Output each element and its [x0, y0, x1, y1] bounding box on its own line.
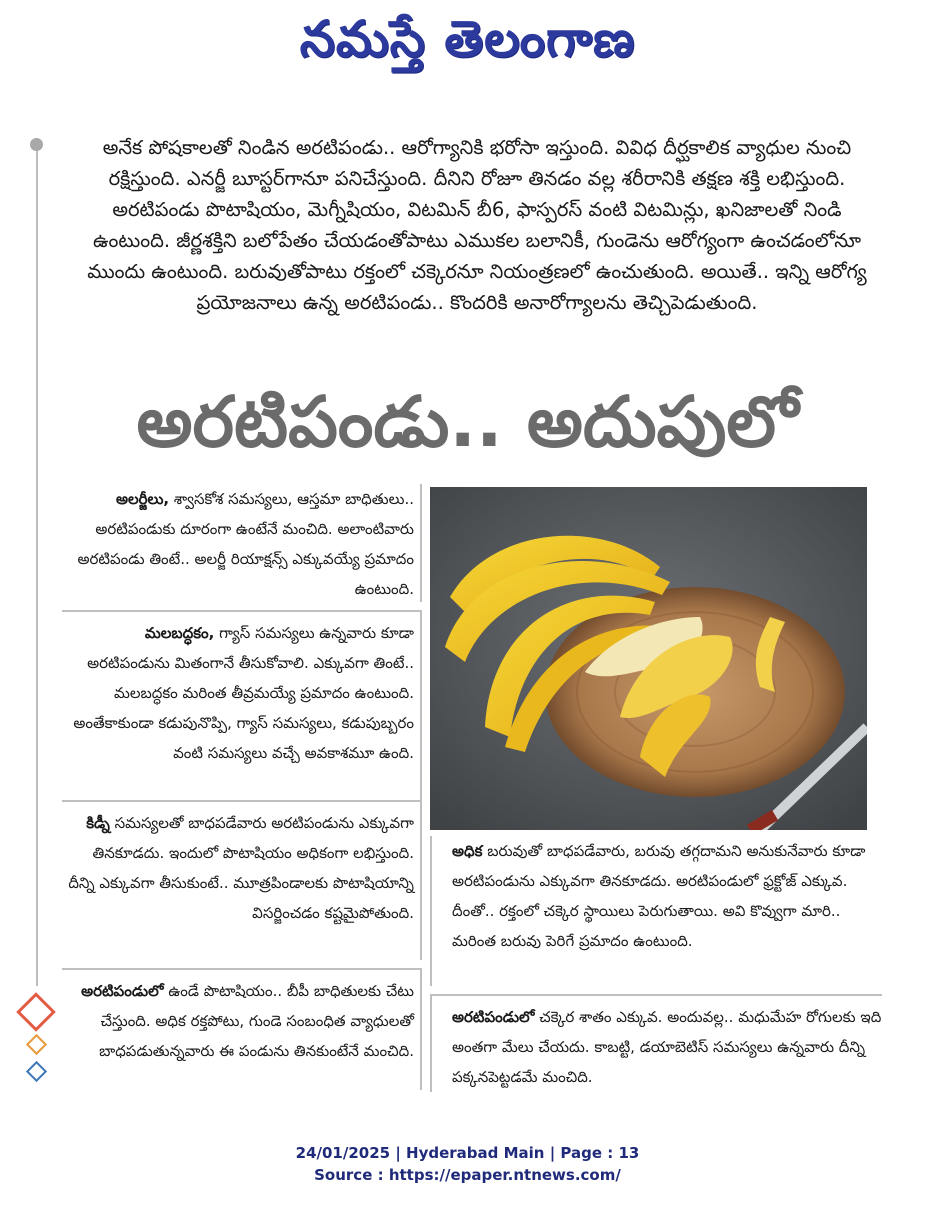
- masthead-title: నమస్తే తెలంగాణ: [299, 10, 636, 68]
- diamond-icon-red: [16, 992, 56, 1032]
- footer-date-line: 24/01/2025 | Hyderabad Main | Page : 13: [295, 1144, 640, 1162]
- section-kidney: [62, 800, 422, 960]
- footer-source-line: Source : https://epaper.ntnews.com/: [314, 1166, 621, 1184]
- section-body: శ్వాసకోశ సమస్యలు, ఆస్తమా బాధితులు.. అరటిపండుకు దూరంగా ఉంటేనే మంచిది. అలాంటివారు అరటిపండు తింటే.. అలర్జీ రియాక్షన్స్ ఎక్కువయ్యే ప్రమాదం ఉంటుంది.: [77, 490, 414, 598]
- section-diabetes: [430, 994, 882, 1092]
- section-lead: అధిక: [452, 842, 483, 860]
- section-weight: [430, 836, 882, 986]
- intro-paragraph: అనేక పోషకాలతో నిండిన అరటిపండు.. ఆరోగ్యానికి భరోసా ఇస్తుంది. వివిధ దీర్ఘకాలిక వ్యాధుల నుంచి రక్షిస్తుంది. ఎనర్జీ బూస్టర్‌గానూ పనిచేస్తుంది. దీనిని రోజూ తినడం వల్ల శరీరానికి తక్షణ శక్తి లభిస్తుంది. అరటిపండు పొటాషియం, మెగ్నీషియం, విటమిన్ బీ6, ఫాస్పరస్ వంటి విటమిన్లు, ఖనిజాలతో నిండి ఉంటుంది. జీర్ణశక్తిని బలోపేతం చేయడంతోపాటు ఎముకల బలానికీ, గుండెను ఆరోగ్యంగా ఉంచడంలోనూ ముందు ఉంటుంది. బరువుతోపాటు రక్తంలో చక్కెరనూ నియంత్రణలో ఉంచుతుంది. అయితే.. ఇన్ని ఆరోగ్య ప్రయోజనాలు ఉన్న అరటిపండు.. కొందరికి అనారోగ్యాలను తెచ్చిపెడుతుంది.: [87, 136, 867, 314]
- section-body: సమస్యలతో బాధపడేవారు అరటిపండును ఎక్కువగా తినకూడదు. ఇందులో పొటాషియం అధికంగా లభిస్తుంది. దీన్ని ఎక్కువగా తీసుకుంటే.. మూత్రపిండాలకు పొటాషియాన్ని విసర్జించడం కష్టమైపోతుంది.: [68, 814, 414, 922]
- diamond-icon-blue: [26, 1061, 47, 1082]
- section-blood-pressure: [62, 968, 422, 1090]
- section-constipation: [62, 610, 422, 800]
- section-body: ఉండే పొటాషియం.. బీపీ బాధితులకు చేటు చేస్తుంది. అధిక రక్తపోటు, గుండె సంబంధిత వ్యాధులతో బాధపడుతున్నవారు ఈ పండును తినకుంటేనే మంచిది.: [99, 982, 414, 1060]
- timeline-line: [36, 146, 38, 986]
- section-lead: కిడ్నీ: [86, 814, 110, 832]
- diamond-icon-orange: [26, 1034, 47, 1055]
- banana-photo: [430, 487, 867, 830]
- section-body: గ్యాస్ సమస్యలు ఉన్నవారు కూడా అరటిపండును మితంగానే తీసుకోవాలి. ఎక్కువగా తింటే.. మలబద్ధకం మరింత తీవ్రమయ్యే ప్రమాదం ఉంటుంది. అంతేకాకుండా కడుపునొప్పి, గ్యాస్ సమస్యలు, కడుపుబ్బరం వంటి సమస్యలు వచ్చే అవకాశమూ ఉంది.: [73, 624, 414, 762]
- page-footer: [0, 1142, 935, 1186]
- section-allergies: [62, 484, 422, 602]
- section-body: బరువుతో బాధపడేవారు, బరువు తగ్గదామని అనుకునేవారు కూడా అరటిపండును ఎక్కువగా తినకూడదు. అరటిపండులో ఫ్రక్టోజ్ ఎక్కువ. దీంతో.. రక్తంలో చక్కెర స్థాయిలు పెరుగుతాయి. అవి కొవ్వుగా మారి.. మరింత బరువు పెరిగే ప్రమాదం ఉంటుంది.: [452, 842, 866, 950]
- section-lead: మలబద్ధకం,: [144, 624, 215, 642]
- section-lead: అలర్జీలు,: [116, 490, 170, 508]
- section-body: చక్కెర శాతం ఎక్కువ. అందువల్ల.. మధుమేహ రోగులకు ఇది అంతగా మేలు చేయదు. కాబట్టి, డయాబెటిస్ సమస్యలు ఉన్నవారు దీన్ని పక్కనపెట్టడమే మంచిది.: [452, 1008, 882, 1086]
- section-lead: అరటిపండులో: [81, 982, 164, 1000]
- section-lead: అరటిపండులో: [452, 1008, 535, 1026]
- timeline-dot: [30, 138, 43, 151]
- article-headline: అరటిపండు.. అదుపులో: [136, 381, 799, 463]
